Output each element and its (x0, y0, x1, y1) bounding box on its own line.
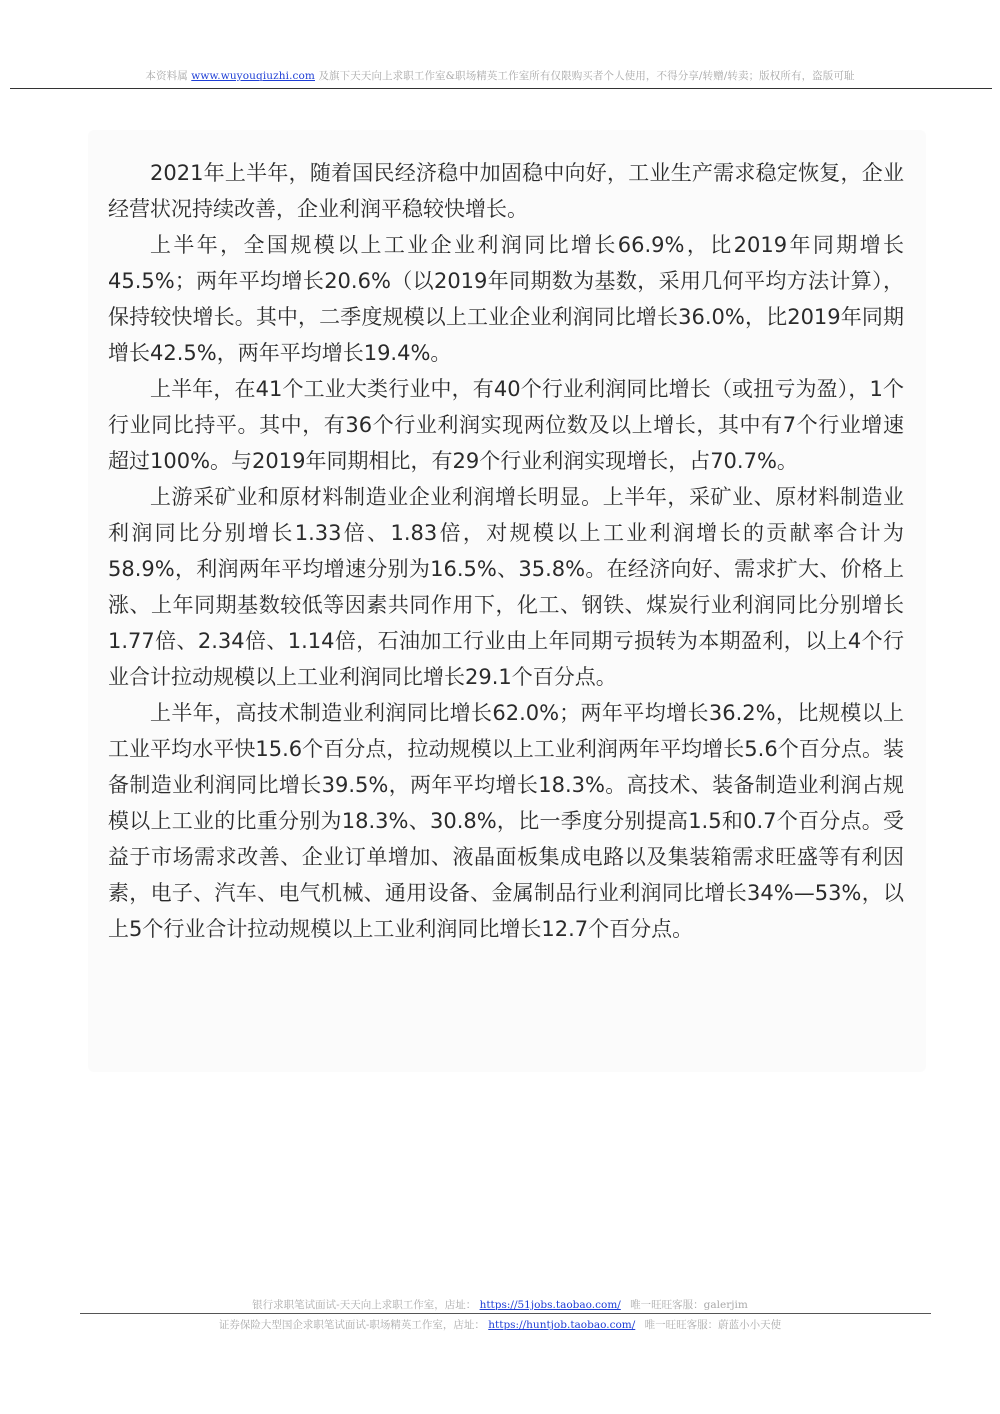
paragraph-3: 上半年，在41个工业大类行业中，有40个行业利润同比增长（或扭亏为盈），1个行业同比持平。其中，有36个行业利润实现两位数及以上增长，其中有7个行业增速超过100%。与2019年同期相比，有29个行业利润实现增长，占70.7%。 (108, 377, 904, 473)
header-notice: 及旗下天天向上求职工作室&职场精英工作室所有仅限购买者个人使用，不得分享/转赠/转卖；版权所有，盗版可耻 (318, 70, 855, 82)
article-body (108, 155, 904, 947)
header-divider (10, 88, 992, 89)
footer-1-shop-link[interactable]: https://51jobs.taobao.com/ (479, 1299, 621, 1311)
footer-line-2 (0, 1317, 1000, 1332)
footer-2-shop-link[interactable]: https://huntjob.taobao.com/ (488, 1319, 636, 1331)
footer-divider (80, 1313, 931, 1314)
page-header (0, 68, 1000, 83)
paragraph-5: 上半年，高技术制造业利润同比增长62.0%；两年平均增长36.2%，比规模以上工业平均水平快15.6个百分点，拉动规模以上工业利润两年平均增长5.6个百分点。装备制造业利润同比增长39.5%，两年平均增长18.3%。高技术、装备制造业利润占规模以上工业的比重分别为18.3%、30.8%，比一季度分别提高1.5和0.7个百分点。受益于市场需求改善、企业订单增加、液晶面板集成电路以及集装箱需求旺盛等有利因素，电子、汽车、电气机械、通用设备、金属制品行业利润同比增长34%—53%，以上5个行业合计拉动规模以上工业利润同比增长12.7个百分点。 (108, 701, 904, 941)
footer-2-prefix: 证券保险大型国企求职笔试面试-职场精英工作室，店址： (218, 1319, 485, 1331)
paragraph-2: 上半年，全国规模以上工业企业利润同比增长66.9%，比2019年同期增长45.5%；两年平均增长20.6%（以2019年同期数为基数，采用几何平均方法计算），保持较快增长。其中，二季度规模以上工业企业利润同比增长36.0%，比2019年同期增长42.5%，两年平均增长19.4%。 (108, 233, 904, 365)
header-prefix: 本资料属 (145, 70, 188, 82)
paragraph-1: 2021年上半年，随着国民经济稳中加固稳中向好，工业生产需求稳定恢复，企业经营状况持续改善，企业利润平稳较快增长。 (108, 161, 904, 221)
footer-1-contact: 唯一旺旺客服：galerjim (630, 1299, 748, 1311)
footer-line-1 (0, 1297, 1000, 1312)
footer-2-contact: 唯一旺旺客服：蔚蓝小小天使 (644, 1319, 782, 1331)
header-site-link[interactable]: www.wuyouqiuzhi.com (191, 70, 315, 82)
footer-1-prefix: 银行求职笔试面试-天天向上求职工作室，店址： (252, 1299, 477, 1311)
paragraph-4: 上游采矿业和原材料制造业企业利润增长明显。上半年，采矿业、原材料制造业利润同比分别增长1.33倍、1.83倍，对规模以上工业利润增长的贡献率合计为58.9%，利润两年平均增速分别为16.5%、35.8%。在经济向好、需求扩大、价格上涨、上年同期基数较低等因素共同作用下，化工、钢铁、煤炭行业利润同比分别增长1.77倍、2.34倍、1.14倍，石油加工行业由上年同期亏损转为本期盈利，以上4个行业合计拉动规模以上工业利润同比增长29.1个百分点。 (108, 485, 904, 689)
